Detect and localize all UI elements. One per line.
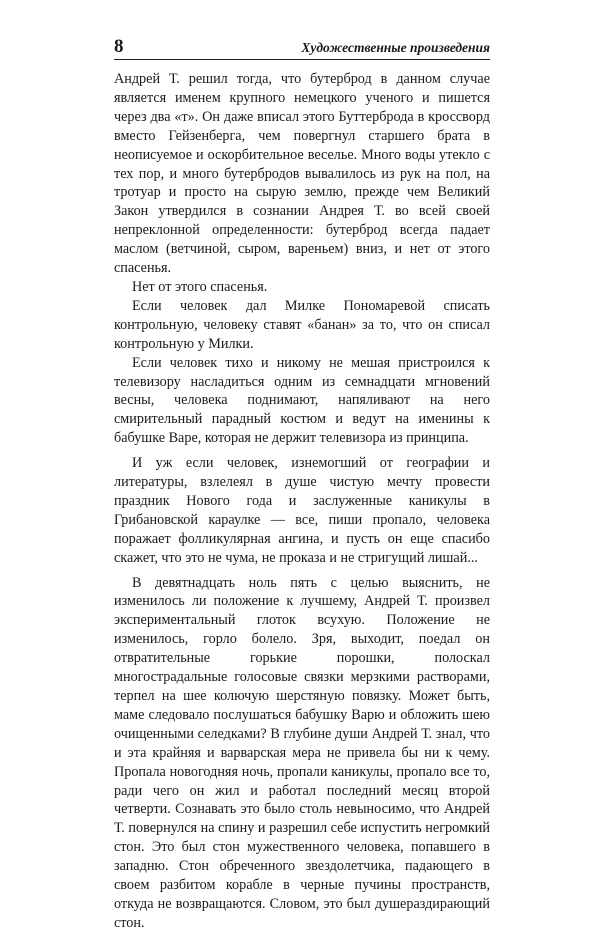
paragraph: Если человек дал Милке Пономаревой списать контрольную, человеку ставят «банан» за то, что он списал контрольную у Милки. [114,297,490,352]
page-header [114,36,490,58]
running-title: Художественные произведения [301,40,490,55]
paragraph: Если человек тихо и никому не мешая пристроился к телевизору насладиться одним из семнадцати мгновений весны, человека поднимают, напяливают на него смирительный парадный костюм и ведут на именины к бабушке Варе, которая не держит телевизора из принципа. [114,354,490,447]
body-text [114,70,490,933]
paragraph: Андрей Т. решил тогда, что бутерброд в данном случае является именем крупного немецкого ученого и пишется через два «т». Он даже вписал этого Буттерброда в кроссворд вместо Гейзенберга, чем повергнул старшего брата в неописуемое и оскорбительное веселье. Много воды утекло с тех пор, и много бутербродов вывалилось из рук на пол, на тротуар и просто на сырую землю, прежде чем Великий Закон утвердился в сознании Андрея Т. во всей своей непреклонной определенности: бутерброд всегда падает маслом (ветчиной, сыром, вареньем) вниз, и нет от этого спасенья. [114,71,490,277]
paragraph: И уж если человек, изнемогший от географии и литературы, взлелеял в душе чистую мечту провести праздник Нового года и заслуженные каникулы в Грибановской караулке — все, пиши пропало, человека поражает фолликулярная ангина, и пусть он еще спасибо скажет, что это не чума, не проказа и не стригущий лишай... [114,455,490,566]
page-number: 8 [114,36,124,57]
paragraph: Нет от этого спасенья. [132,278,268,295]
paragraph: В девятнадцать ноль пять с целью выяснить, не изменилось ли положение к лучшему, Андрей Т. произвел экспериментальный глоток всухую. Положение не изменилось, горло болело. Зря, выходит, поедал он отвратительные горькие порошки, полоскал многострадальные голосовые связки мерзкими растворами, терпел на шее колючую шерстяную повязку. Может быть, маме следовало послушаться бабушку Варю и обложить шею очищенными селедками? В глубине души Андрей Т. знал, что и эта крайняя и варварская мера не привела бы ни к чему. Пропала новогодняя ночь, пропали каникулы, пропало все то, ради чего он жил и работал последний месяц второй четверти. Сознавать это было столь невыносимо, что Андрей Т. повернулся на спину и разрешил себе испустить негромкий стон. Это был стон мужественного человека, попавшего в западню. Стон обреченного звездолетчика, падающего в своем разбитом корабле в черные пучины пространств, откуда не возвращаются. Словом, это был душераздирающий стон. [114,574,490,931]
header-rule [114,59,490,60]
